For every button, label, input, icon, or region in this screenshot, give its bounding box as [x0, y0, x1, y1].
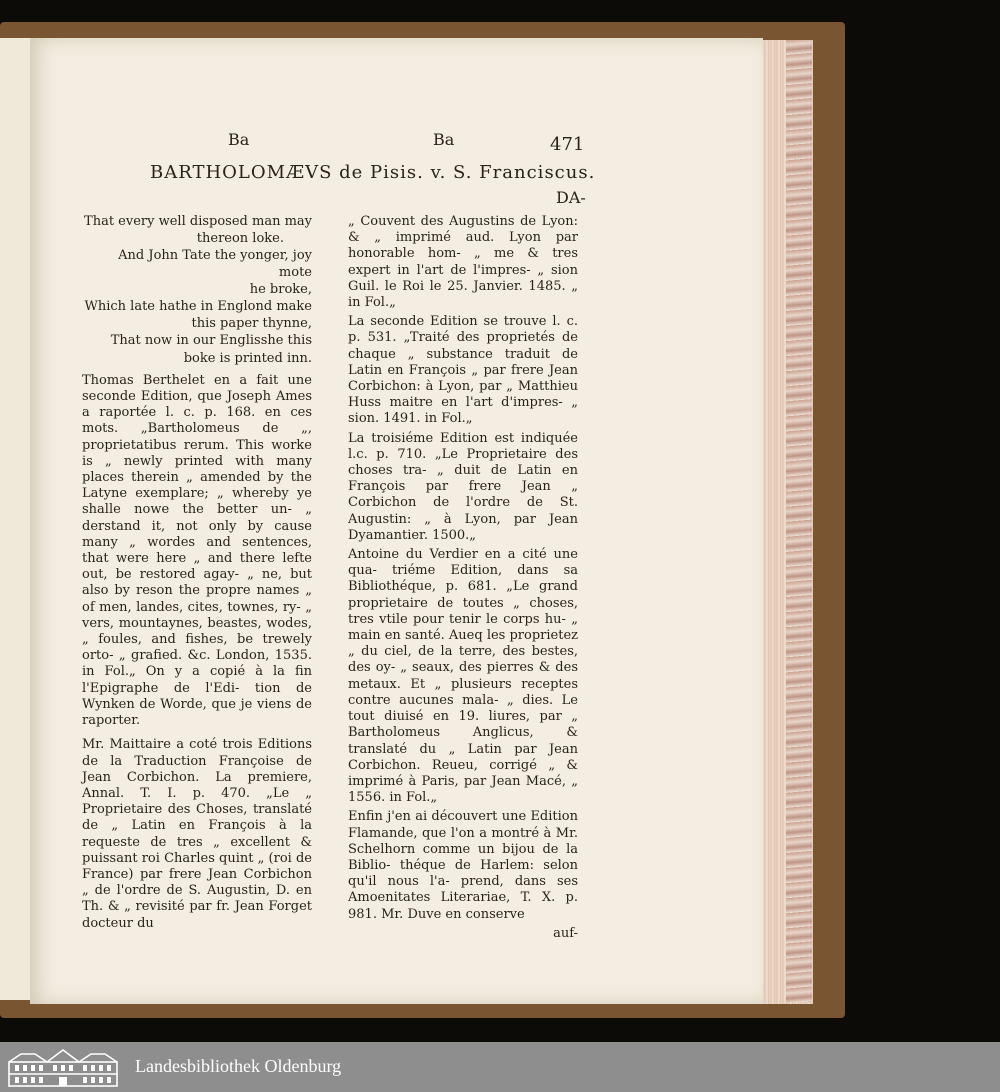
paragraph: „ Couvent des Augustins de Lyon: & „ imprimé aud. Lyon par honorable hom- „ me & tres expert in l'art de l'impres- „ sion Guil. le Roi le 25. Janvier. 1485. „ in Fol.„ [348, 214, 578, 311]
verse-line: thereon loke. [196, 231, 284, 247]
running-head-center: Ba [433, 130, 455, 149]
left-column [82, 214, 312, 935]
catchword-top: DA- [556, 188, 586, 207]
running-head-left: Ba [228, 130, 250, 149]
verse-line: this paper thynne, [191, 316, 312, 332]
verse-line: That every well disposed man may [84, 214, 312, 229]
paragraph: La seconde Edition se trouve l. c. p. 531. „Traité des proprietés de chaque „ substance traduit de Latin en François „ par frere Jean Corbichon: à Lyon, par „ Matthieu Huss maitre en l'art d'impres- „ sion. 1491. in Fol.„ [348, 314, 578, 427]
verse-line: Which late hathe in Englond make [84, 299, 312, 315]
verse-line: he broke, [249, 281, 312, 297]
page-number: 471 [550, 134, 585, 155]
right-column [348, 214, 578, 945]
paragraph: La troisiéme Edition est indiquée l.c. p. 710. „Le Proprietaire des choses tra- „ duit de Latin en François par frere Jean „ Corbichon de l'ordre de St. Augustin: „ à Lyon, par Jean Dyamantier. 1500.„ [348, 430, 578, 543]
facing-page-edge [0, 38, 32, 1000]
paragraph: Thomas Berthelet en a fait une seconde Edition, que Joseph Ames a raportée l. c. p. 168. en ces mots. „Bartholomeus de „, proprietatibus rerum. This worke is „ newly printed with many places therein „ amended by the Latyne exemplare; „ whereby ye shalle nowe the better un- „ derstand it, not only by cause many „ wordes and sentences, that were here „ and there lefte out, be restored agay- „ ne, but also by reson the propre names „ of men, landes, cites, townes, ry- „ vers, mountaynes, beastes, wodes, „ foules, and fishes, be trewely orto- „ grafied. &c. London, 1535. in Fol.„ On y a copié à la fin l'Epigraphe de l'Edi- tion de Wynken de Worde, que je viens de raporter. [82, 372, 312, 729]
marbled-edge [786, 40, 812, 1002]
library-building-logo [7, 1046, 119, 1088]
paragraph: Mr. Maittaire a coté trois Editions de la Traduction Françoise de Jean Corbichon. La premiere, Annal. T. I. p. 470. „Le „ Proprietaire des Choses, translaté de „ Latin en François à la requeste de tres „ excellent & puissant roi Charles quint „ (roi de France) par frere Jean Corbichon „ de l'ordre de S. Augustin, D. en Th. & „ revisité par fr. Jean Forget docteur du [82, 737, 312, 931]
verse-line: And John Tate the yonger, joy mote [118, 248, 312, 280]
verse-line: That now in our Englisshe this [110, 333, 312, 349]
paragraph: Antoine du Verdier en a cité une qua- triéme Edition, dans sa Bibliothéque, p. 681. „Le grand proprietaire de toutes „ choses, tres vtile pour tenir le corps hu- „ main en santé. Aueq les proprietez „ du ciel, de la terre, des bestes, des oy- „ seaux, des pierres & des metaux. Et „ plusieurs receptes contre aucunes mala- „ dies. Le tout diuisé en 19. liures, par „ Bartholomeus Anglicus, & translaté du „ Latin par Jean Corbichon. Reueu, corrigé „ & imprimé à Paris, par Jean Macé, „ 1556. in Fol.„ [348, 547, 578, 806]
footer-institution-name: Landesbibliothek Oldenburg [135, 1056, 342, 1076]
paragraph: Enfin j'en ai découvert une Edition Flamande, que l'on a montré à Mr. Schelhorn comme un bijou de la Biblio- théque de Harlem: selon qu'il nous l'a- prend, dans ses Amoenitates Literariae, T. X. p. 981. Mr. Duve en conserve [348, 809, 578, 922]
entry-title: BARTHOLOMÆVS de Pisis. v. S. Franciscus. [150, 162, 596, 183]
verse-line: boke is printed inn. [183, 350, 312, 366]
book-page [30, 38, 763, 1004]
footer-bar [0, 1042, 1000, 1092]
catchword-bottom: auf- [553, 925, 578, 941]
